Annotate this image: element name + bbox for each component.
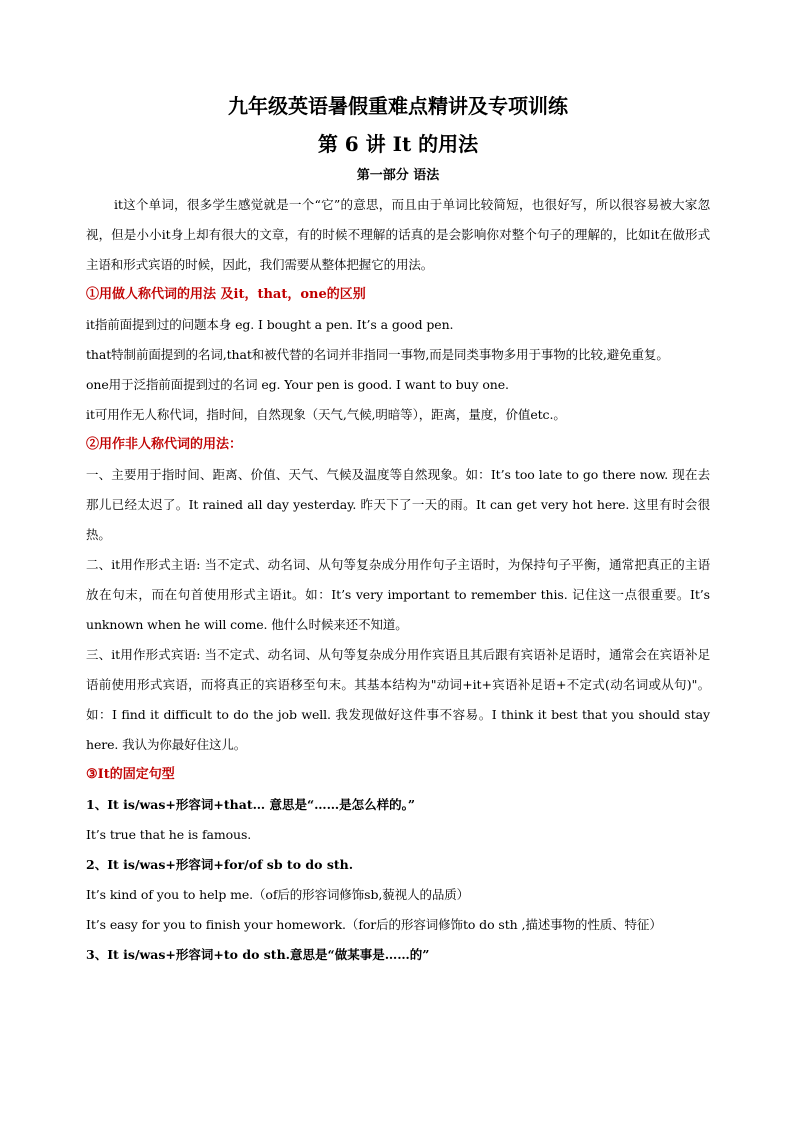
document-page: [86, 92, 710, 970]
lecture-title: 第 6 讲 It 的用法: [317, 132, 479, 156]
pattern-heading: 1、It is/was+形容词+that… 意思是“……是怎么样的。”: [86, 797, 416, 812]
pattern-heading: 3、It is/was+形容词+to do sth.意思是“做某事是……的”: [86, 947, 430, 962]
intro-paragraph: it这个单词，很多学生感觉就是一个“它”的意思，而且由于单词比较简短，也很好写，所以很容易被大家忽视，但是小小it身上却有很大的文章，有的时候不理解的话真的是会影响你对整个句子的理解的，比如it在做形式主语和形式宾语的时候，因此，我们需要从整体把握它的用法。: [86, 197, 710, 272]
section2-paragraph: 一、主要用于指时间、距离、价值、天气、气候及温度等自然现象。如：It’s too late to go there now. 现在去那儿已经太迟了。It rained all day yesterday. 昨天下了一天的雨。It can get very hot here. 这里有时会很热。: [86, 467, 710, 542]
section-heading-2: ②用作非人称代词的用法：: [86, 437, 243, 452]
section1-line: it可用作无人称代词，指时间，自然现象（天气,气候,明暗等），距离，量度，价值etc.。: [86, 407, 566, 422]
section1-line: that特制前面提到的名词,that和被代替的名词并非指同一事物,而是同类事物多用于事物的比较,避免重复。: [86, 347, 669, 362]
section1-line: one用于泛指前面提到过的名词 eg. Your pen is good. I want to buy one.: [86, 377, 509, 392]
pattern-heading: 2、It is/was+形容词+for/of sb to do sth.: [86, 857, 354, 872]
section2-paragraph: 三、it用作形式宾语: 当不定式、动名词、从句等复杂成分用作宾语且其后跟有宾语补足语时，通常会在宾语补足语前使用形式宾语，而将真正的宾语移至句末。其基本结构为"动词+it+宾语补足语+不定式(动名词或从句)"。如：I find it difficult to do the job well. 我发现做好这件事不容易。I think it best that you should stay here. 我认为你最好住这儿。: [86, 647, 710, 752]
pattern-example: It’s kind of you to help me.（of后的形容词修饰sb,藐视人的品质）: [86, 887, 470, 902]
document-title: 九年级英语暑假重难点精讲及专项训练: [228, 94, 568, 118]
part-heading: 第一部分 语法: [356, 168, 440, 183]
section2-paragraph: 二、it用作形式主语: 当不定式、动名词、从句等复杂成分用作句子主语时，为保持句子平衡，通常把真正的主语放在句末，而在句首使用形式主语it。如：It’s very important to remember this. 记住这一点很重要。It’s unknown when he will come. 他什么时候来还不知道。: [86, 557, 710, 632]
section1-line: it指前面提到过的问题本身 eg. I bought a pen. It’s a good pen.: [86, 317, 454, 332]
section-heading-3: ③It的固定句型: [86, 767, 175, 782]
section-heading-1: ①用做人称代词的用法 及it，that，one的区别: [86, 287, 366, 302]
pattern-example: It’s true that he is famous.: [86, 827, 252, 842]
pattern-example: It’s easy for you to finish your homework.（for后的形容词修饰to do sth ,描述事物的性质、特征）: [86, 917, 662, 932]
